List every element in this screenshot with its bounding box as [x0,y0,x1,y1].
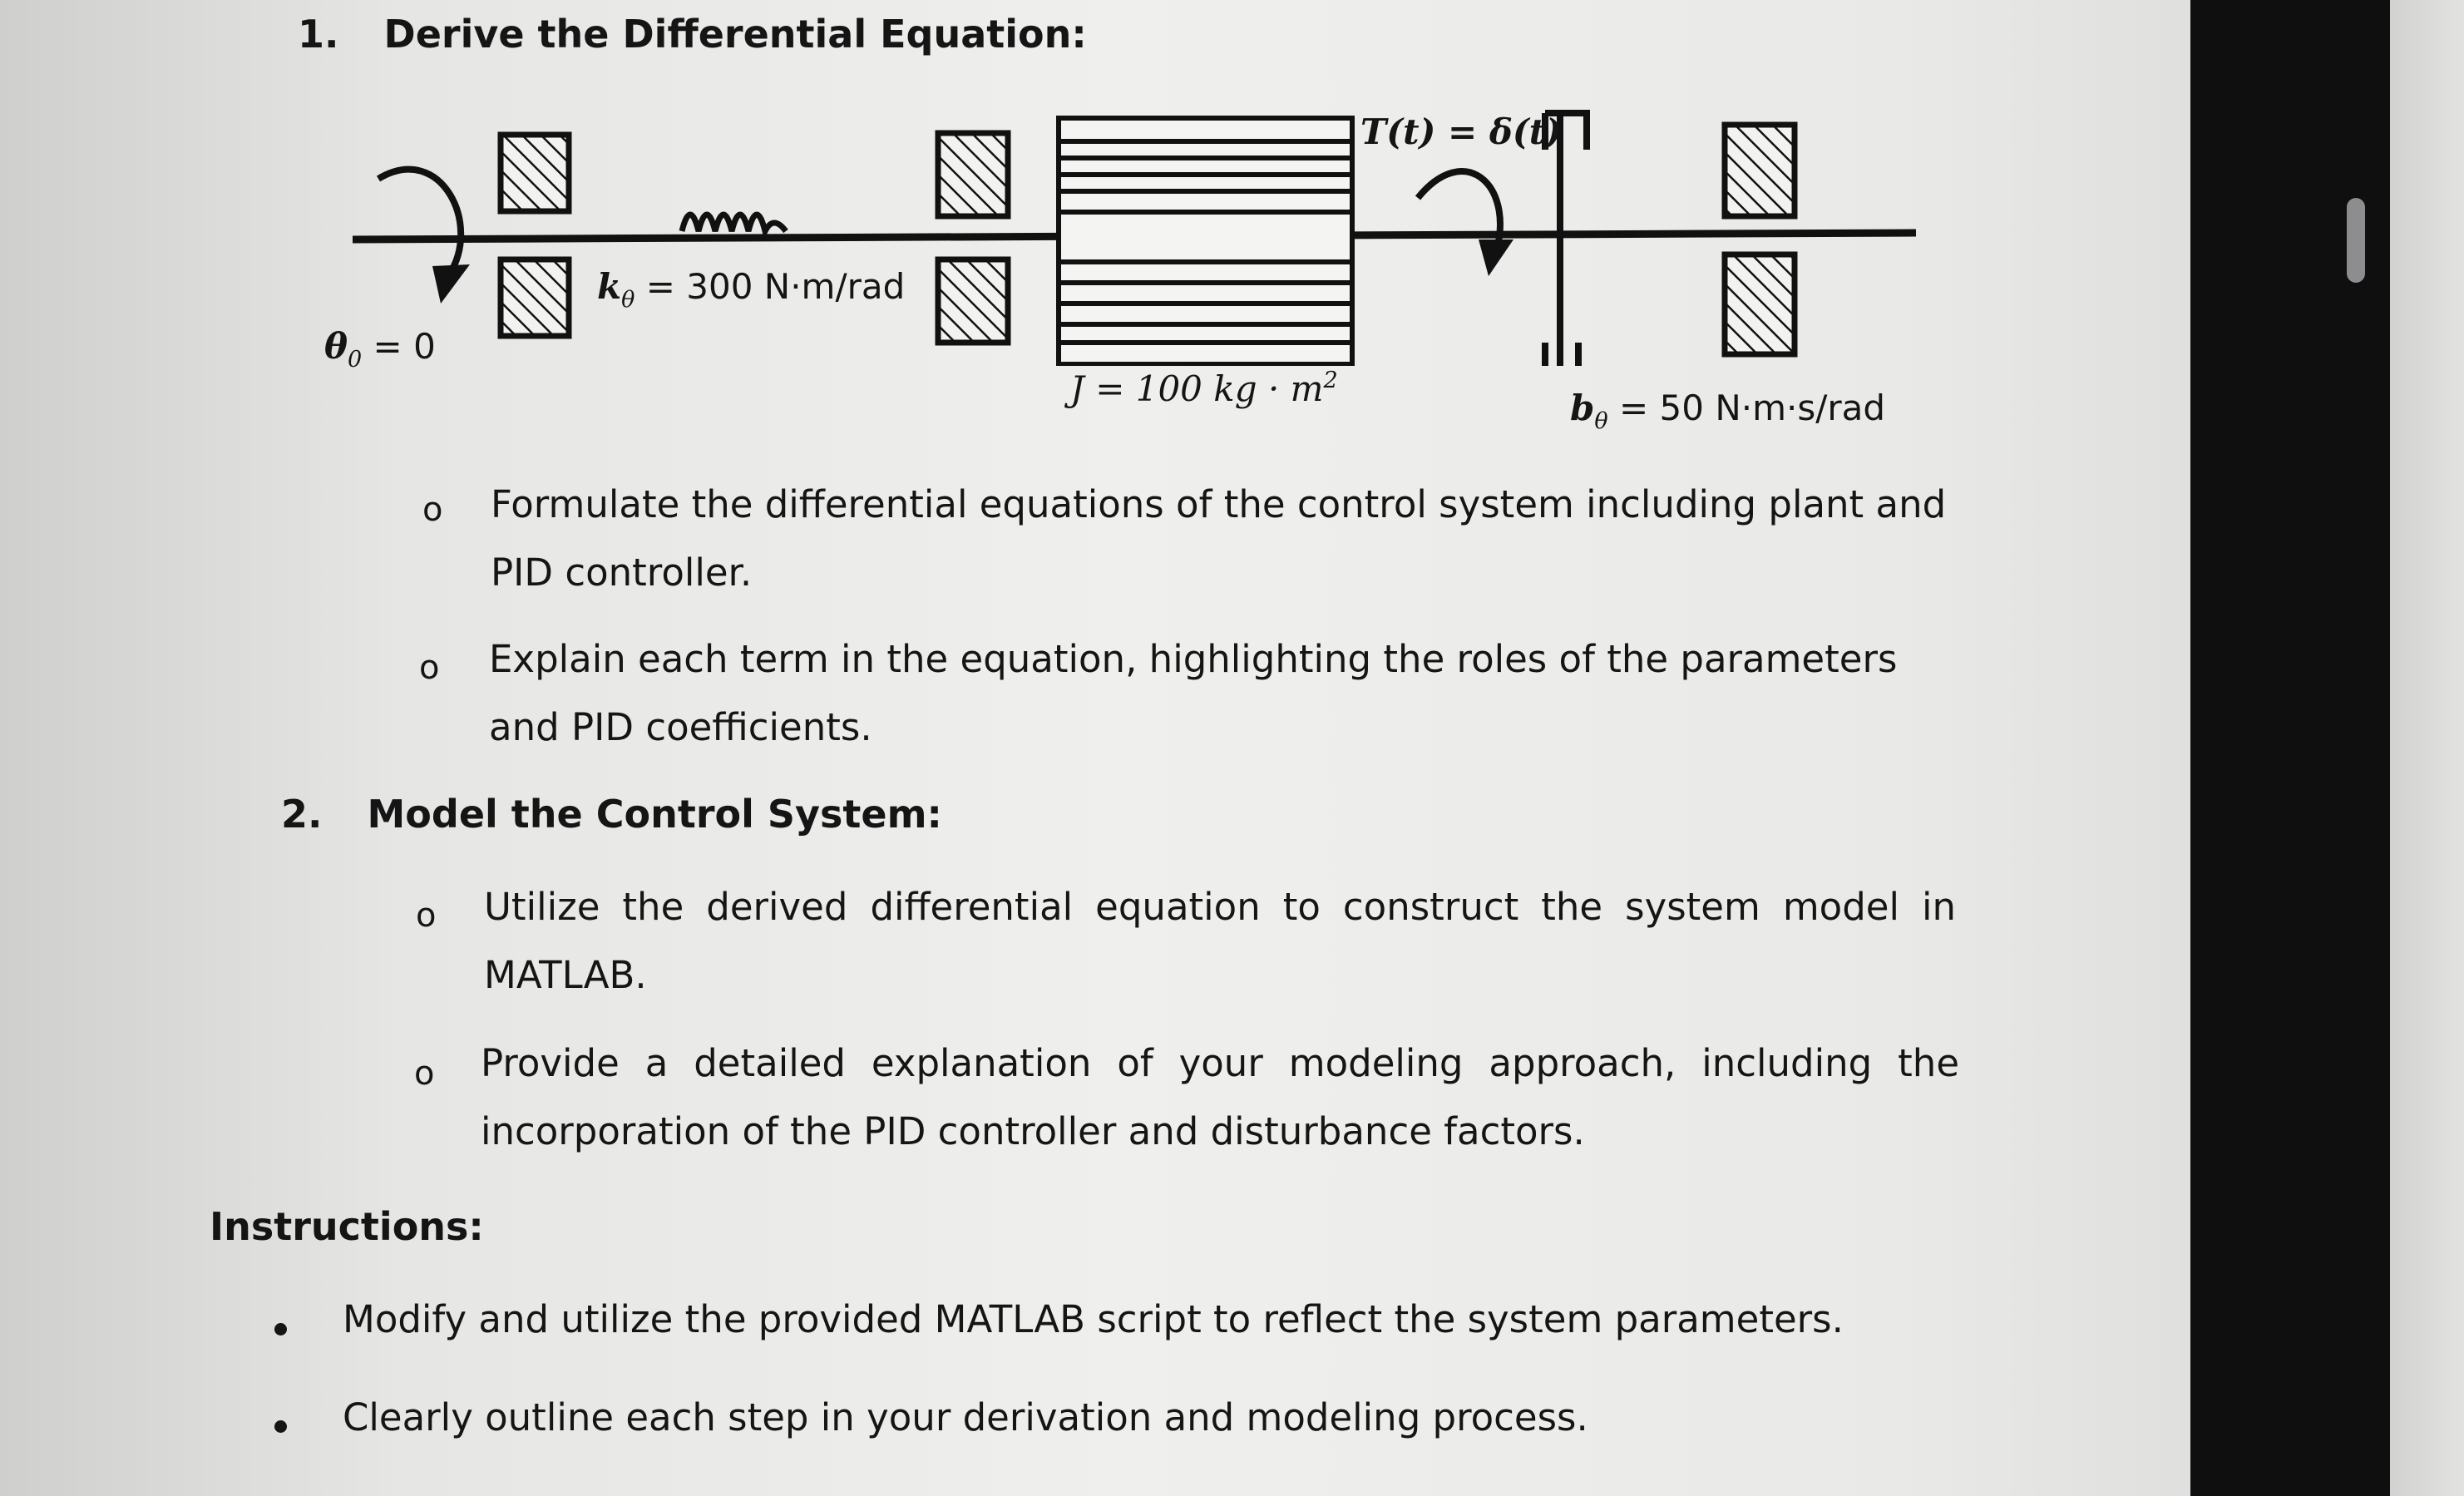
section-2-title: Model the Control System: [367,792,942,837]
torsional-spring-icon [682,215,786,231]
bearing-left-top [501,135,569,211]
section-2-bullet-2: Provide a detailed explanation of your modeling approach, including the incorporation of the PID controller and disturbance factors. [481,1041,1959,1153]
section-1-title: Derive the Differential Equation: [383,12,1087,57]
screen-edge [2390,0,2464,1496]
inertia-label: J = 100 kg · $m^2$ [1070,368,1338,409]
section-2-bullet-1: Utilize the derived differential equation to construct the system model in MATLAB. [484,885,1956,997]
bearing-middle-bottom [938,259,1008,343]
bearing-right-bottom [1725,254,1795,354]
bearing-left-bottom [501,259,569,336]
instruction-item-2: Clearly outline each step in your derivation and modeling process. [343,1395,1588,1439]
fixed-end-arrow-icon [378,170,461,274]
bullet-icon: o [414,1054,435,1093]
torque-label: T(t) = δ(t) [1360,111,1562,152]
bullet-icon: o [419,649,440,687]
scrollbar-thumb[interactable] [2347,198,2365,283]
bearing-middle-top [938,133,1008,216]
mechanical-system-diagram [316,100,1929,366]
bullet-icon: o [416,896,437,935]
inertia-disk [1059,118,1352,364]
section-1-bullet-1: Formulate the differential equations of the control system including plant and PID controller. [491,482,1947,595]
section-2-number: 2. [281,792,323,837]
spring-constant-label: $k_\theta = 300$ N·m/rad [597,266,906,313]
bullet-icon [274,1420,287,1433]
bearing-right-top [1725,125,1795,216]
bullet-icon [274,1323,287,1336]
instructions-heading: Instructions: [210,1204,484,1249]
section-1-bullet-2: Explain each term in the equation, highlighting the roles of the parameters and PID coefficients. [489,637,1898,749]
section-2-heading [281,792,942,837]
section-1-number: 1. [298,12,339,57]
theta0-label: $\theta_0 = 0$ [324,326,436,373]
instruction-item-1: Modify and utilize the provided MATLAB script to reflect the system parameters. [343,1297,1844,1341]
damping-label: $b_\theta = 50$ N·m·s/rad [1570,388,1886,434]
torque-arrowhead-icon [1479,239,1513,276]
section-1-heading [298,12,1087,57]
fixed-end-arrowhead-icon [432,264,470,304]
bullet-icon: o [422,491,443,529]
